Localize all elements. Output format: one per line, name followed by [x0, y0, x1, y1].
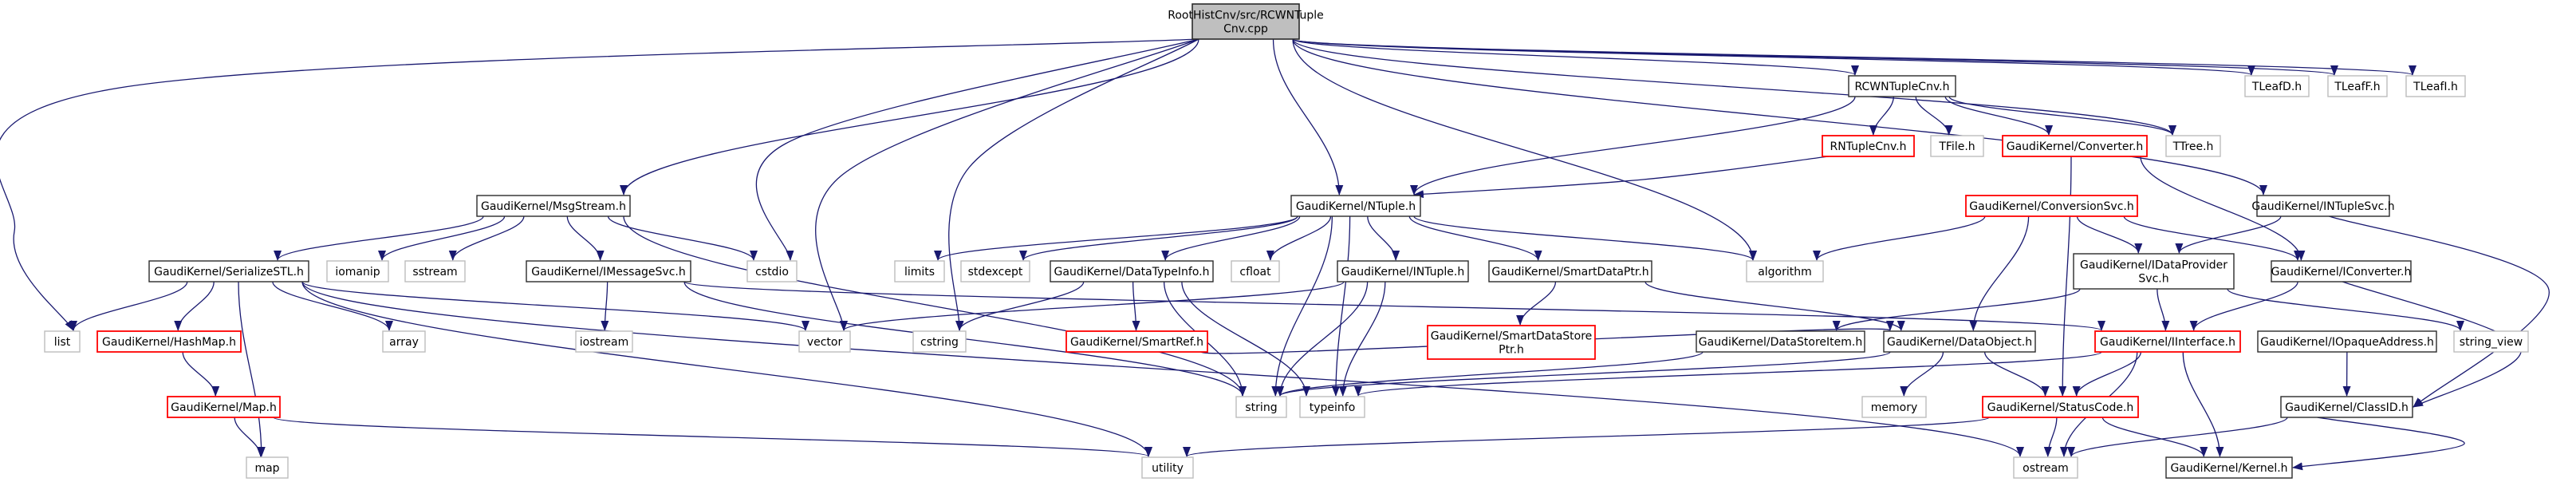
edge-dataobject-to-memory — [1904, 352, 1943, 396]
edge-serializestl-to-ostream — [302, 282, 2020, 456]
node-datastoreitem[interactable] — [1696, 331, 1865, 352]
edge-statuscode-to-kernel — [2102, 417, 2204, 456]
node-map_h[interactable] — [167, 397, 280, 417]
node-label-smartref: GaudiKernel/SmartRef.h — [1069, 336, 1204, 349]
edge-cpp-to-msgstream — [624, 39, 1199, 195]
node-ttree — [2166, 136, 2220, 156]
node-label-cpp: RootHistCnv/src/RCWNTuple Cnv.cpp — [1168, 9, 1324, 36]
node-typeinfo — [1300, 397, 1365, 417]
node-hashmap[interactable] — [97, 331, 241, 352]
node-vector — [799, 331, 850, 352]
node-label-map: map — [254, 462, 280, 475]
node-label-ntuple: GaudiKernel/NTuple.h — [1295, 200, 1416, 213]
node-label-kernel: GaudiKernel/Kernel.h — [2170, 462, 2288, 475]
node-label-smartdataptr: GaudiKernel/SmartDataPtr.h — [1491, 266, 1649, 279]
node-map — [246, 457, 288, 478]
edge-idataprovidersvc-to-string_view — [2227, 289, 2460, 330]
node-label-algorithm: algorithm — [1758, 266, 1812, 279]
node-label-iopaqueaddress: GaudiKernel/IOpaqueAddress.h — [2260, 336, 2434, 349]
node-label-typeinfo: typeinfo — [1309, 401, 1356, 414]
node-iconverter[interactable] — [2271, 261, 2412, 282]
node-rcwntuplecnv_h[interactable] — [1849, 76, 1956, 97]
edge-serializestl-to-hashmap — [178, 282, 214, 330]
edge-rcwntuplecnv_h-to-ttree — [1949, 97, 2172, 135]
node-label-string: string — [1245, 401, 1278, 414]
node-smartdataptr[interactable] — [1489, 261, 1652, 282]
node-iostream — [576, 331, 632, 352]
node-label-utility: utility — [1152, 462, 1184, 475]
node-label-ostream: ostream — [2023, 462, 2069, 475]
edge-msgstream-to-iomanip — [382, 216, 505, 260]
node-statuscode[interactable] — [1983, 397, 2138, 417]
node-label-tleafd: TLeafD.h — [2251, 81, 2302, 93]
node-cpp — [1168, 4, 1324, 39]
edge-map_h-to-map — [234, 417, 261, 456]
edge-conversionsvc-to-dataobject — [1973, 216, 2028, 330]
edge-conversionsvc-to-idataprovidersvc — [2078, 216, 2139, 253]
node-dataobject[interactable] — [1884, 331, 2035, 352]
edge-msgstream-to-cstdio — [609, 216, 754, 260]
node-limits — [895, 261, 944, 282]
node-label-ttree: TTree.h — [2172, 140, 2214, 153]
node-label-tfile: TFile.h — [1939, 140, 1975, 153]
node-tleaff — [2328, 76, 2387, 97]
node-label-limits: limits — [904, 266, 935, 279]
node-label-cfloat: cfloat — [1239, 266, 1271, 279]
node-rntuplecnv[interactable] — [1822, 136, 1914, 156]
edge-converter-to-statuscode — [2062, 156, 2071, 396]
edge-intuple-to-typeinfo — [1343, 282, 1385, 396]
node-string — [1236, 397, 1286, 417]
node-iomanip — [327, 261, 388, 282]
edge-msgstream-to-imessagesvc — [567, 216, 600, 260]
node-label-msgstream: GaudiKernel/MsgStream.h — [480, 200, 627, 213]
node-label-iconverter: GaudiKernel/IConverter.h — [2271, 266, 2412, 279]
node-list — [45, 331, 80, 352]
edge-serializestl-to-utility — [302, 282, 1148, 456]
edge-msgstream-to-string — [624, 216, 1243, 396]
node-cstring — [913, 331, 966, 352]
edge-cpp-to-tleaff — [1293, 39, 2334, 75]
edge-rcwntuplecnv_h-to-rntuplecnv — [1873, 97, 1894, 135]
edge-statuscode-to-utility — [1187, 417, 1989, 456]
edge-intuple-to-string — [1280, 282, 1368, 396]
edge-map_h-to-utility — [274, 417, 1148, 456]
edge-ntuple-to-smartdataptr — [1409, 216, 1538, 260]
edge-cpp-to-list — [0, 39, 1199, 330]
node-cstdio — [747, 261, 797, 282]
edge-ntuple-to-string — [1275, 216, 1332, 396]
node-tfile — [1931, 136, 1983, 156]
edge-classid-to-kernel — [2293, 417, 2464, 468]
node-label-iomanip: iomanip — [335, 266, 380, 279]
node-converter[interactable] — [2003, 136, 2147, 156]
node-label-rcwntuplecnv_h: RCWNTupleCnv.h — [1854, 81, 1950, 93]
node-label-statuscode: GaudiKernel/StatusCode.h — [1987, 401, 2134, 414]
node-imessagesvc[interactable] — [526, 261, 691, 282]
edge-smartdataptr-to-smartdatastoreptr — [1520, 282, 1555, 325]
node-label-iinterface: GaudiKernel/IInterface.h — [2100, 336, 2235, 349]
node-label-iostream: iostream — [579, 336, 629, 349]
node-serializestl[interactable] — [149, 261, 309, 282]
node-label-rntuplecnv: RNTupleCnv.h — [1830, 140, 1907, 153]
node-smartref[interactable] — [1066, 331, 1207, 352]
node-stdexcept — [961, 261, 1030, 282]
node-kernel[interactable] — [2166, 457, 2292, 478]
node-algorithm — [1747, 261, 1823, 282]
edge-msgstream-to-serializestl — [278, 216, 483, 260]
node-label-vector: vector — [806, 336, 843, 349]
edge-datatypeinfo-to-cstring — [959, 282, 1084, 330]
edge-imessagesvc-to-iostream — [605, 282, 607, 330]
nodes-layer — [45, 4, 2528, 478]
node-sstream — [405, 261, 465, 282]
node-conversionsvc[interactable] — [1966, 196, 2137, 216]
edge-cpp-to-vector — [816, 39, 1199, 330]
node-utility — [1142, 457, 1193, 478]
node-label-cstring: cstring — [920, 336, 959, 349]
node-tleafi — [2406, 76, 2465, 97]
node-label-hashmap: GaudiKernel/HashMap.h — [102, 336, 236, 349]
node-ntuple[interactable] — [1291, 196, 1420, 216]
node-cfloat — [1231, 261, 1279, 282]
node-label-idataprovidersvc: GaudiKernel/IDataProvider Svc.h — [2080, 259, 2227, 286]
node-label-datastoreitem: GaudiKernel/DataStoreItem.h — [1698, 336, 1863, 349]
edge-conversionsvc-to-algorithm — [1817, 216, 1985, 260]
node-label-sstream: sstream — [412, 266, 458, 279]
node-datatypeinfo[interactable] — [1050, 261, 1213, 282]
edge-hashmap-to-map_h — [183, 352, 215, 396]
edge-msgstream-to-sstream — [453, 216, 524, 260]
edge-serializestl-to-list — [73, 282, 187, 330]
node-label-converter: GaudiKernel/Converter.h — [2006, 140, 2144, 153]
node-string_view — [2454, 331, 2528, 352]
node-label-imessagesvc: GaudiKernel/IMessageSvc.h — [531, 266, 686, 279]
node-intuplesvc[interactable] — [2251, 196, 2394, 216]
node-tleafd — [2245, 76, 2309, 97]
edge-smartdataptr-to-dataobject — [1645, 282, 1901, 330]
edge-rntuplecnv-to-ntuple — [1414, 156, 1829, 195]
edge-cpp-to-tleafi — [1293, 39, 2413, 75]
node-label-cstdio: cstdio — [755, 266, 789, 279]
edge-dataobject-to-statuscode — [1985, 352, 2046, 396]
edge-iinterface-to-kernel — [2183, 352, 2220, 456]
node-label-memory: memory — [1870, 401, 1918, 414]
node-label-tleaff: TLeafF.h — [2334, 81, 2381, 93]
node-label-intuple: GaudiKernel/INTuple.h — [1341, 266, 1465, 279]
edge-idataprovidersvc-to-iinterface — [2157, 289, 2166, 330]
edge-datatypeinfo-to-smartref — [1133, 282, 1136, 330]
node-memory — [1862, 397, 1926, 417]
edge-iinterface-to-statuscode — [2077, 352, 2141, 396]
node-idataprovidersvc[interactable] — [2074, 254, 2234, 289]
edge-statuscode-to-ostream — [2048, 417, 2057, 456]
edge-intuple-to-vector — [844, 282, 1344, 330]
node-label-array: array — [389, 336, 419, 349]
edge-ntuple-to-stdexcept — [1023, 216, 1298, 260]
node-label-smartdatastoreptr: GaudiKernel/SmartDataStore Ptr.h — [1430, 330, 1593, 357]
edge-ntuple-to-intuple — [1368, 216, 1396, 260]
node-label-tleafi: TLeafI.h — [2413, 81, 2458, 93]
node-smartdatastoreptr[interactable] — [1428, 326, 1595, 359]
node-label-dataobject: GaudiKernel/DataObject.h — [1886, 336, 2033, 349]
edge-ntuple-to-limits — [938, 216, 1298, 260]
node-iinterface[interactable] — [2095, 331, 2240, 352]
edge-cpp-to-ntuple — [1274, 39, 1340, 195]
edge-cpp-to-cstring — [949, 39, 1199, 330]
edge-serializestl-to-map — [238, 282, 262, 456]
edge-cpp-to-tleafd — [1293, 39, 2251, 75]
node-label-map_h: GaudiKernel/Map.h — [171, 401, 277, 414]
node-msgstream[interactable] — [477, 196, 630, 216]
edge-classid-to-ostream — [2071, 417, 2287, 456]
node-array — [383, 331, 425, 352]
node-label-classid: GaudiKernel/ClassID.h — [2285, 401, 2409, 414]
node-label-list: list — [53, 336, 71, 349]
node-intuple[interactable] — [1337, 261, 1468, 282]
node-iopaqueaddress[interactable] — [2258, 331, 2436, 352]
edge-cpp-to-cstdio — [756, 39, 1199, 260]
edge-cpp-to-ttree — [1293, 39, 2172, 135]
node-label-intuplesvc: GaudiKernel/INTupleSvc.h — [2251, 200, 2395, 213]
node-label-serializestl: GaudiKernel/SerializeSTL.h — [154, 266, 304, 279]
node-label-datatypeinfo: GaudiKernel/DataTypeInfo.h — [1054, 266, 1210, 279]
node-label-conversionsvc: GaudiKernel/ConversionSvc.h — [1969, 200, 2134, 213]
node-label-stdexcept: stdexcept — [967, 266, 1023, 279]
edge-ntuple-to-algorithm — [1414, 216, 1753, 260]
node-label-string_view: string_view — [2459, 336, 2523, 349]
node-classid[interactable] — [2281, 397, 2413, 417]
node-ostream — [2014, 457, 2078, 478]
